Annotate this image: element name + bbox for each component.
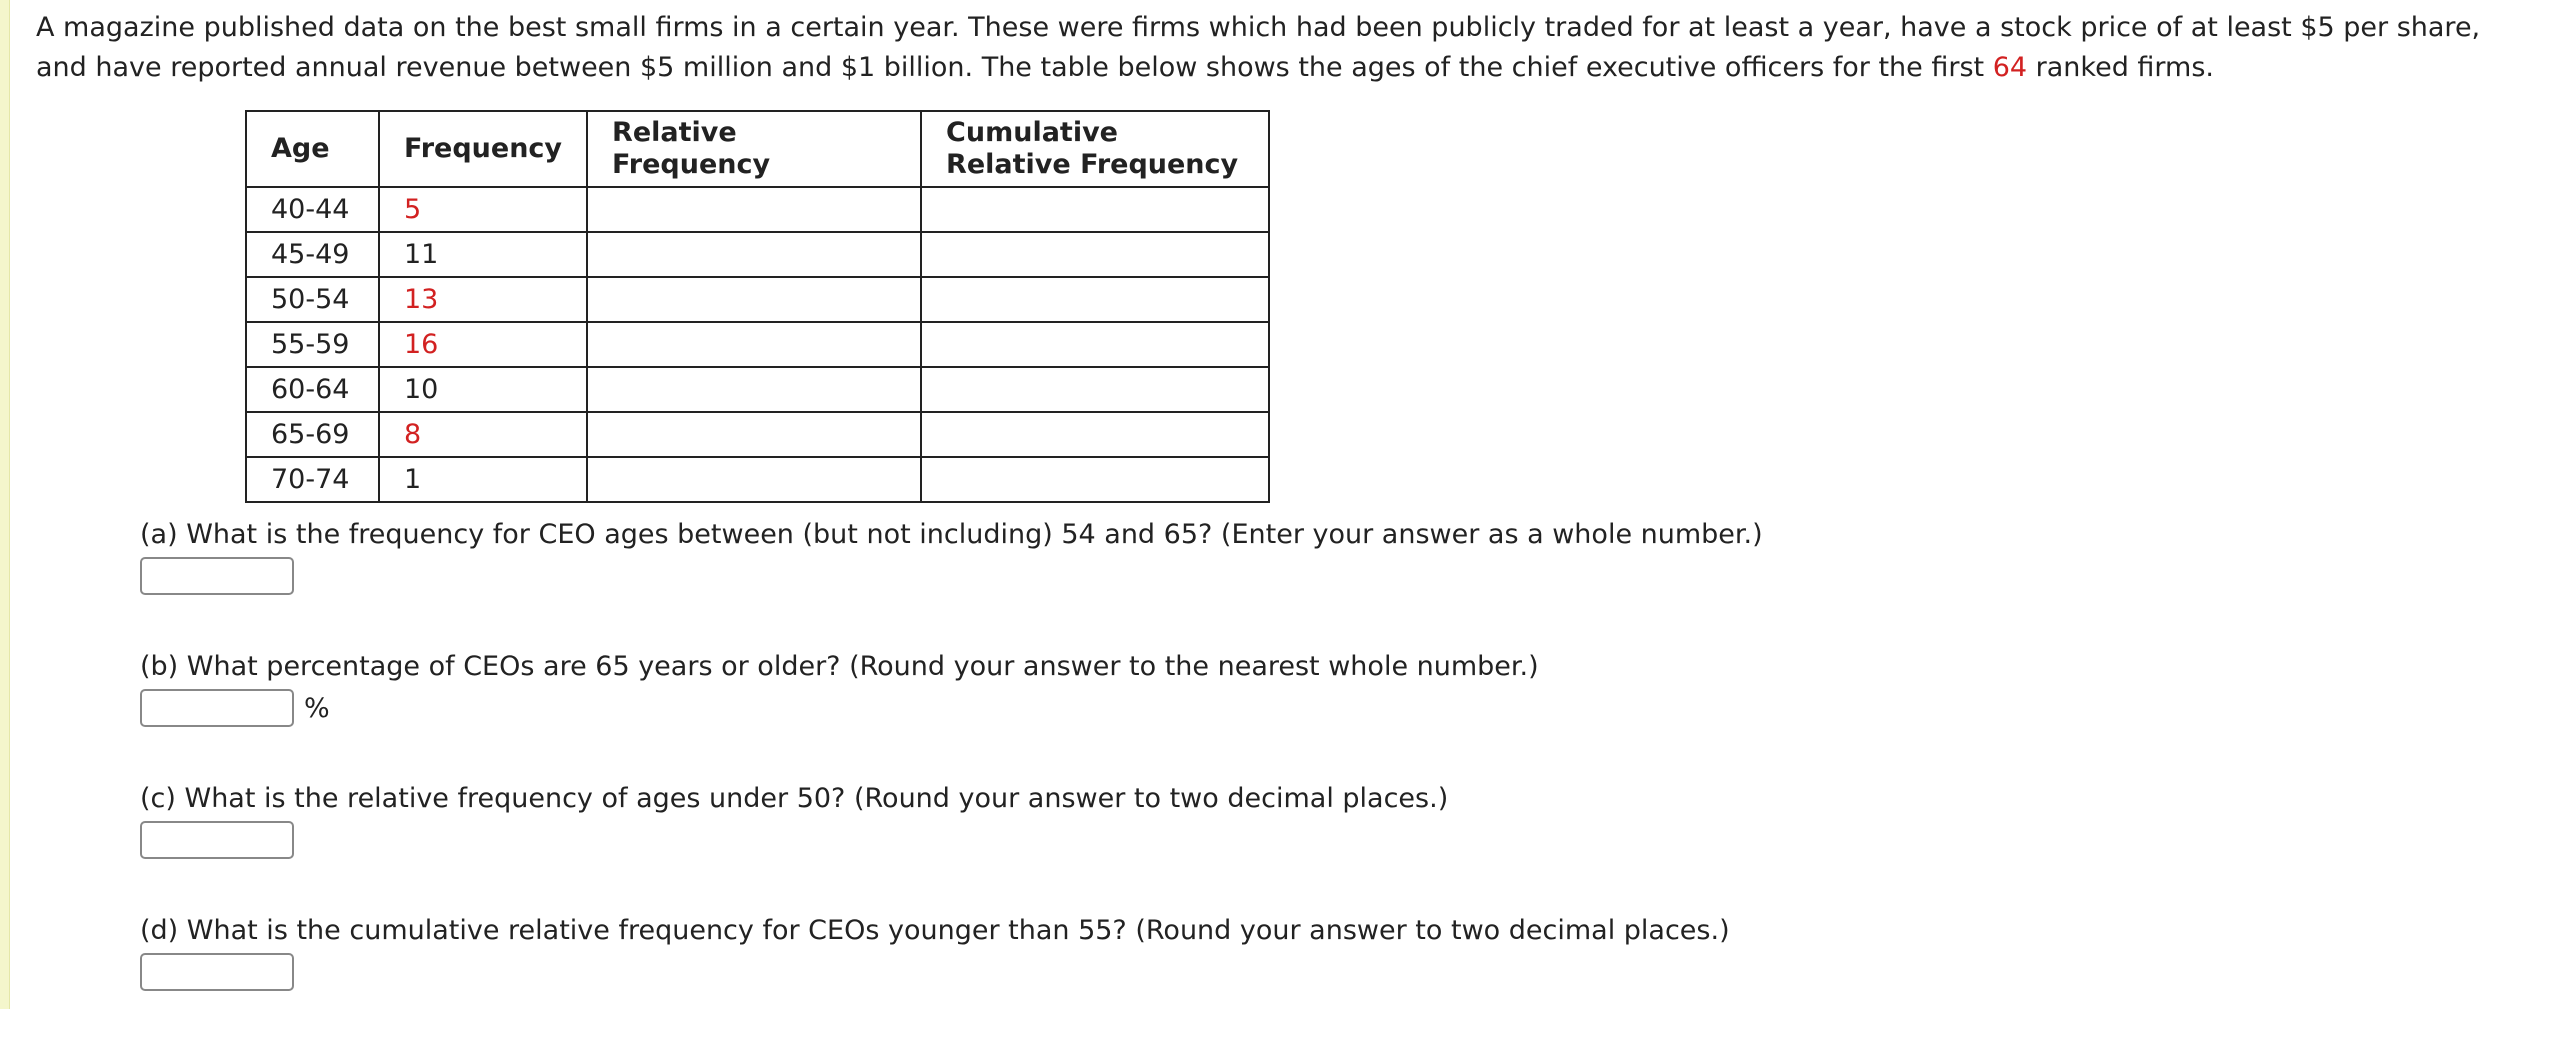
relative-frequency-cell <box>587 277 921 322</box>
age-cell: 45-49 <box>246 232 379 277</box>
header-frequency: Frequency <box>379 111 587 187</box>
age-cell: 60-64 <box>246 367 379 412</box>
answer-row-d <box>140 953 2536 991</box>
question-d-text: (d) What is the cumulative relative frequency for CEOs younger than 55? (Round your answer to two decimal places.) <box>140 915 1730 946</box>
table-row <box>246 457 1269 502</box>
question-b <box>140 649 2536 727</box>
frequency-cell: 16 <box>379 322 587 367</box>
relative-frequency-cell <box>587 457 921 502</box>
cumulative-relative-frequency-cell <box>921 412 1269 457</box>
question-b-text: (b) What percentage of CEOs are 65 years or older? (Round your answer to the nearest whole number.) <box>140 651 1539 682</box>
age-cell: 70-74 <box>246 457 379 502</box>
intro-highlight-count: 64 <box>1992 52 2028 83</box>
relative-frequency-cell <box>587 232 921 277</box>
frequency-cell: 13 <box>379 277 587 322</box>
header-relative-frequency: Relative Frequency <box>587 111 921 187</box>
age-cell: 65-69 <box>246 412 379 457</box>
intro-text-after: ranked firms. <box>2027 52 2215 83</box>
questions-section <box>140 517 2536 991</box>
frequency-cell: 8 <box>379 412 587 457</box>
table-row <box>246 187 1269 232</box>
age-cell: 40-44 <box>246 187 379 232</box>
answer-c-input[interactable] <box>140 821 294 859</box>
table-row <box>246 232 1269 277</box>
answer-b-input[interactable] <box>140 689 294 727</box>
table-row <box>246 412 1269 457</box>
question-c-text: (c) What is the relative frequency of ages under 50? (Round your answer to two decimal places.) <box>140 783 1449 814</box>
cumulative-relative-frequency-cell <box>921 187 1269 232</box>
cumulative-relative-frequency-cell <box>921 457 1269 502</box>
question-content <box>36 8 2536 1045</box>
frequency-cell: 11 <box>379 232 587 277</box>
question-a <box>140 517 2536 595</box>
cumulative-relative-frequency-cell <box>921 277 1269 322</box>
problem-statement <box>36 8 2536 88</box>
header-age: Age <box>246 111 379 187</box>
relative-frequency-cell <box>587 412 921 457</box>
relative-frequency-cell <box>587 367 921 412</box>
answer-a-input[interactable] <box>140 557 294 595</box>
answer-d-input[interactable] <box>140 953 294 991</box>
answer-row-b <box>140 689 2536 727</box>
answer-row-a <box>140 557 2536 595</box>
table-row <box>246 367 1269 412</box>
table-row <box>246 322 1269 367</box>
age-cell: 50-54 <box>246 277 379 322</box>
frequency-cell: 10 <box>379 367 587 412</box>
left-margin-bar <box>0 0 10 1009</box>
frequency-table <box>245 110 1270 503</box>
age-cell: 55-59 <box>246 322 379 367</box>
question-a-text: (a) What is the frequency for CEO ages between (but not including) 54 and 65? (Enter your answer as a whole number.) <box>140 519 1763 550</box>
relative-frequency-cell <box>587 187 921 232</box>
cumulative-relative-frequency-cell <box>921 232 1269 277</box>
table-header-row <box>246 111 1269 187</box>
cumulative-relative-frequency-cell <box>921 322 1269 367</box>
answer-row-c <box>140 821 2536 859</box>
relative-frequency-cell <box>587 322 921 367</box>
header-cumulative-relative-frequency: Cumulative Relative Frequency <box>921 111 1269 187</box>
frequency-cell: 5 <box>379 187 587 232</box>
frequency-cell: 1 <box>379 457 587 502</box>
table-row <box>246 277 1269 322</box>
cumulative-relative-frequency-cell <box>921 367 1269 412</box>
question-c <box>140 781 2536 859</box>
question-d <box>140 913 2536 991</box>
percent-unit-label: % <box>304 692 330 724</box>
intro-text-before: A magazine published data on the best small firms in a certain year. These were firms which had been publicly traded for at least a year, have a stock price of at least $5 per share, and have reported annual revenue between $5 million and $1 billion. The table below shows the ages of the chief executive officers for the first <box>36 12 2481 83</box>
